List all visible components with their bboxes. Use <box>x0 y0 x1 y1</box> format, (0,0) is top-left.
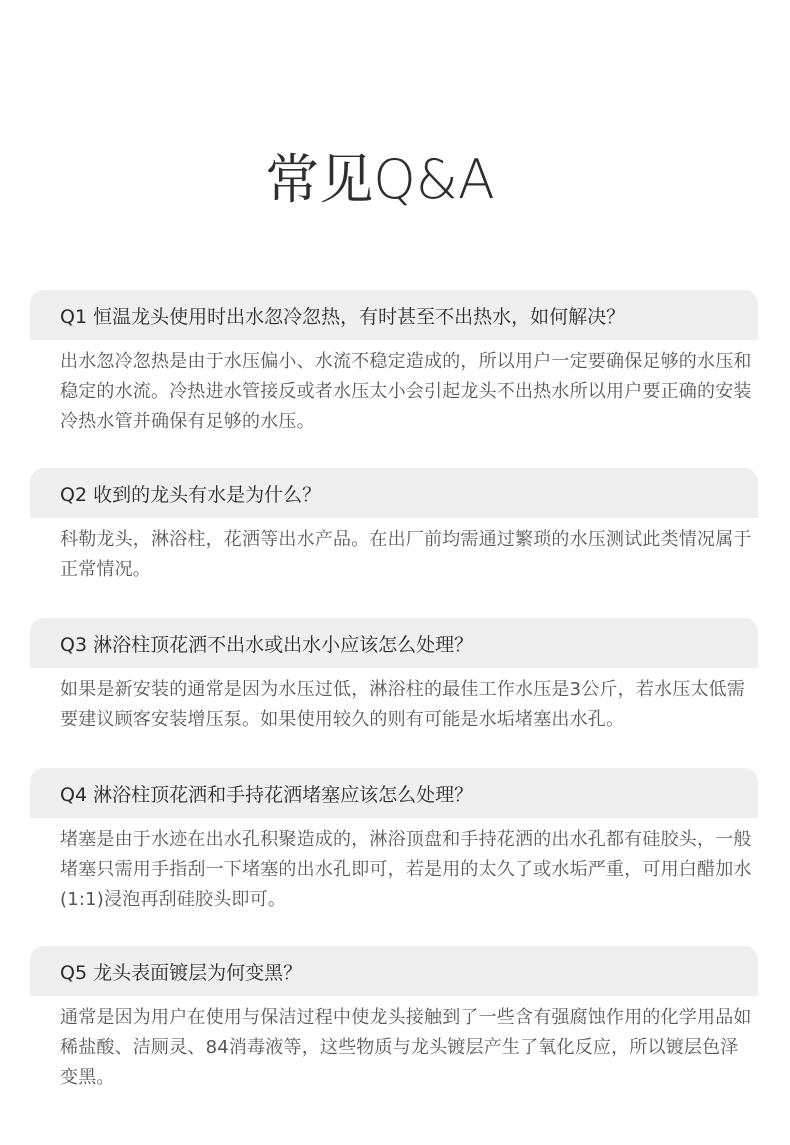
question-bar <box>30 768 758 818</box>
question-text: Q1 恒温龙头使用时出水忽冷忽热，有时甚至不出热水，如何解决？ <box>60 305 626 328</box>
question-text: Q3 淋浴柱顶花洒不出水或出水小应该怎么处理？ <box>60 633 474 656</box>
question-text: Q5 龙头表面镀层为何变黑？ <box>60 961 303 984</box>
answer-text: 堵塞是由于水迹在出水孔积聚造成的，淋浴顶盘和手持花洒的出水孔都有硅胶头，一般堵塞只需用手指刮一下堵塞的出水孔即可，若是用的太久了或水垢严重，可用白醋加水(1:1)浸泡再刮硅胶头即可。 <box>60 829 752 910</box>
question-bar <box>30 618 758 668</box>
question-bar <box>30 468 758 518</box>
question-bar <box>30 290 758 340</box>
qa-item-3 <box>30 618 758 735</box>
question-text: Q2 收到的龙头有水是为什么？ <box>60 483 322 506</box>
question-text: Q4 淋浴柱顶花洒和手持花洒堵塞应该怎么处理？ <box>60 783 474 806</box>
answer-text: 如果是新安装的通常是因为水压过低，淋浴柱的最佳工作水压是3公斤，若水压太低需要建议顾客安装增压泵。如果使用较久的则有可能是水垢堵塞出水孔。 <box>60 679 746 730</box>
page-title: 常见Q&A <box>265 148 495 211</box>
question-bar <box>30 946 758 996</box>
answer-text: 出水忽冷忽热是由于水压偏小、水流不稳定造成的，所以用户一定要确保足够的水压和稳定的水流。冷热进水管接反或者水压太小会引起龙头不出热水所以用户要正确的安装冷热水管并确保有足够的水压。 <box>60 351 752 432</box>
answer-text: 科勒龙头，淋浴柱，花洒等出水产品。在出厂前均需通过繁琐的水压测试此类情况属于正常情况。 <box>60 529 752 580</box>
qa-item-5 <box>30 946 758 1093</box>
answer-text: 通常是因为用户在使用与保洁过程中使龙头接触到了一些含有强腐蚀作用的化学用品如稀盐酸、洁厕灵、84消毒液等，这些物质与龙头镀层产生了氧化反应，所以镀层色泽变黑。 <box>60 1007 752 1088</box>
qa-item-2 <box>30 468 758 585</box>
qa-item-4 <box>30 768 758 915</box>
qa-item-1 <box>30 290 758 437</box>
